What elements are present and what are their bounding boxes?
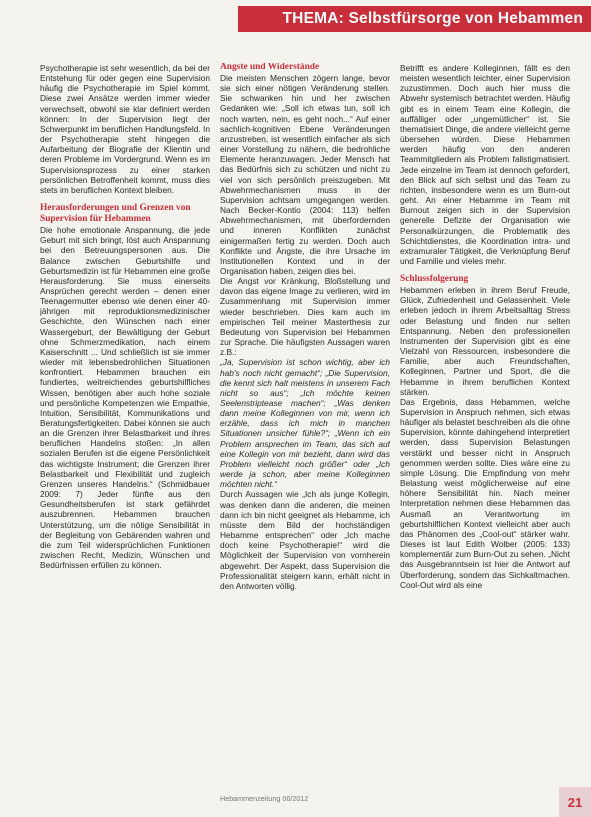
paragraph: Durch Aussagen wie „Ich als junge Kollegin, was denken dann die anderen, die meinen dann ich bin nicht geeignet als Hebamme, ich müsste dem Bild der hochständigen Hebamme entsprechen“ oder „Ich mache doch keine Psychotherapie!“ wird die Möglichkeit der Supervision von vornherein abgewehrt. Der Aspekt, dass Supervision die Professionalität steigern kann, erhält nicht in den Antworten völlig. [220, 489, 390, 591]
column-3 [400, 63, 570, 775]
column-2 [220, 63, 390, 775]
paragraph: Die hohe emotionale Anspannung, die jede Geburt mit sich bringt, löst auch Anspannung bei den Betreuungspersonen aus. Die Balance zwischen Geburtshilfe und Geburtsmedizin ist für Hebammen eine große Herausforderung. Sie muss einerseits Ansprüchen gerecht werden – denen einer Teenagermutter ebenso wie denen einer 40-jährigen mit reproduktionsmedizinischer Geschichte, den Wünschen nach einer Wassergeburt, der Bewältigung der Geburt ohne Schmerzmedikation, nach einem Kaiserschnitt ... Und schließlich ist sie immer wieder mit lebensbedrohlichen Situationen konfrontiert. Hebammen brauchen ein fundiertes, weitreichendes geburtshilfliches Wissen, benötigen aber auch hohe soziale und persönliche Kompetenzen wie Empathie, Intuition, Sensibilität, Kommunikations und Beratungsfertigkeiten. Dabei können sie auch an die Grenzen ihrer Belastbarkeit und ihres beruflichen Handelns stoßen: „In allen sozialen Berufen ist die eigene Persönlichkeit das wichtigste Instrument; die Grenzen ihrer Belastbarkeit und Flexibilität und zugleich Grenzen unseres Handelns.“ (Schmidbauer 2009: 7) Jeder fünfte aus den Gesundheitsberufen ist stark gefährdet auszubrennen. Hebammen brauchen Unterstützung, um die nötige Sensibilität in der Begleitung von Gebärenden wahren und die zum Teil widersprüchlichen Funktionen zwischen Recht, Medizin, Wünschen und Bedürfnissen erfüllen zu können. [40, 225, 210, 571]
section-header-bar [238, 6, 591, 32]
subheading: Herausforderungen und Grenzen von Supervision für Hebammen [40, 203, 191, 225]
subheading: Schlussfolgerung [400, 274, 469, 285]
paragraph: Psychotherapie ist sehr wesentlich, da bei der Entstehung für oder gegen eine Supervision häufig die Psychotherapie im Spiel kommt. Diese zwei Ansätze werden immer wieder verwechselt, obwohl sie klar definiert werden können: In der Supervision liegt der Schwerpunkt im beruflichen Handlungsfeld. In der Psychotherapie steht hingegen die Aufarbeitung der Biografie der Klientin und deren Probleme im Vordergrund. Wenn es im Supervisionsprozess zu einer starken persönlichen Betroffenheit kommt, muss dies stets im beruflichen Kontext bleiben. [40, 63, 210, 195]
paragraph: Betrifft es andere Kolleginnen, fällt es den meisten wesentlich leichter, einer Supervision zuzustimmen. Doch auch hier muss die Abwehr systemisch betrachtet werden. Häufig gibt es in einem Team eine Kollegin, die auffälliger oder „ungemütlicher“ ist. Sie thematisiert Dinge, die andere vielleicht gerne übersehen würden. Diese Hebammen werden häufig von den anderen Teammitgliedern als Problem fallstigmatisiert. Jede einzelne im Team ist dennoch gefordert, den Blick auf sich selbst und das Team zu richten, insbesondere wenn es um Burn-out geht. An einer Hebamme im Team mit Burnout zeigen sich in der Supervision generelle Defizite der Organisation wie Personalkürzungen, die Problematik des Schichtdienstes, die Koordination intra- und extramuraler Tätigkeit, die Verknüpfung Beruf und Familie und vieles mehr. [400, 63, 570, 266]
subheading: Ängste und Widerstände [220, 63, 320, 72]
paragraph: Hebammen erleben in ihrem Beruf Freude, Glück, Zufriedenheit und Gelassenheit. Viele erleben jedoch in ihrem Arbeitsalltag Stress oder Belastung und finden nur selten Entspannung. Neben den professionellen Instrumenten der Supervision gibt es eine Vielzahl von Ressourcen, insbesondere die Familie, aber auch Freundschaften, Kolleginnen, Partner und Sport, die die Hebamme in ihrem beruflichen Kontext stärken. [400, 285, 570, 397]
journal-footer: Hebammenzeitung 06/2012 [220, 794, 309, 803]
page-number: 21 [559, 787, 591, 817]
section-title: THEMA: Selbstfürsorge von Hebammen [282, 10, 583, 27]
quote-paragraph: „Ja, Supervision ist schon wichtig, aber ich hab's noch nicht gemacht“; „Die Supervision, die kennt sich halt meistens in unserem Fach nicht so aus“; „Ich möchte keinen Seelenstriptease machen“; „Was denken dann meine Kolleginnen von mir, wenn ich erzähle, dass ich mich in manchen Situationen unsicher fühle?“; „Wenn ich ein Problem ansprechen im Team, das sich auf eine Kollegin von mir bezieht, dann wird das Problem vielleicht noch größer“ oder „Ich werde ja schon, aber meine Kolleginnen möchten nicht.“ [220, 357, 390, 490]
paragraph: Die Angst vor Kränkung, Bloßstellung und davon das eigene Image zu verlieren, wird im Zusammenhang mit Supervision immer wieder beschrieben. Dies kam auch im empirischen Teil meiner Masterthesis zur Bedeutung von Supervision bei Hebammen zur Sprache. Die häufigsten Aussagen waren z.B.: [220, 276, 390, 358]
paragraph: Das Ergebnis, dass Hebammen, welche Supervision in Anspruch nehmen, sich etwas häufiger als belastet beschreiben als die ohne Supervision, könnte dahingehend interpretiert werden, dass Supervision Belastungen verstärkt und besser nicht in Anspruch genommen werden sollte. Dies wäre eine zu simple Lösung. Die Empfindung von mehr Belastung weist möglicherweise auf eine höhere Sensibilität hin. Nach meiner Interpretation nehmen diese Hebammen das Ausmaß an Verantwortung im geburtshilflichen Kontext vielleicht aber auch das Phänomen des „Cool-out“ stärker wahr. Dieses ist laut Edith Wolber (2005: 133) komplementär zum Burn-Out zu sehen. „Nicht das Ausgebranntsein ist hier die Antwort auf Überforderung, sondern das Sichkaltmachen. Cool-Out wird als eine [400, 396, 570, 590]
paragraph: Die meisten Menschen zögern lange, bevor sie sich einer nötigen Veränderung stellen. Sie schwanken hin und her zwischen Gedanken wie: „Soll ich etwas tun, soll ich noch warten, nein, es geht noch...“ Auf einer sachlich-kognitiven Ebene Veränderungen anzustreben, ist wesentlich einfacher als sich einer Vorstellung zu nähern, die bedrohliche Elemente heranzuwagen. Jeder Mensch hat das Bedürfnis sich zu schützen und nicht zu viel von sich persönlich preiszugeben. Mit Abwehrmechanismen muss in der Supervision achtsam umgegangen werden. Nach Becker-Kontio (2004: 113) helfen Abwehrmechanismen, mit überfordernden und inneren Konflikten zunächst einigermaßen fertig zu werden. Doch auch Konflikte und Ängste, die ihre Ursache im Institutionellen Kontext und in der Organisation haben, zeigen dies bei. [220, 73, 390, 276]
column-1 [40, 63, 210, 775]
article-body [40, 63, 570, 775]
